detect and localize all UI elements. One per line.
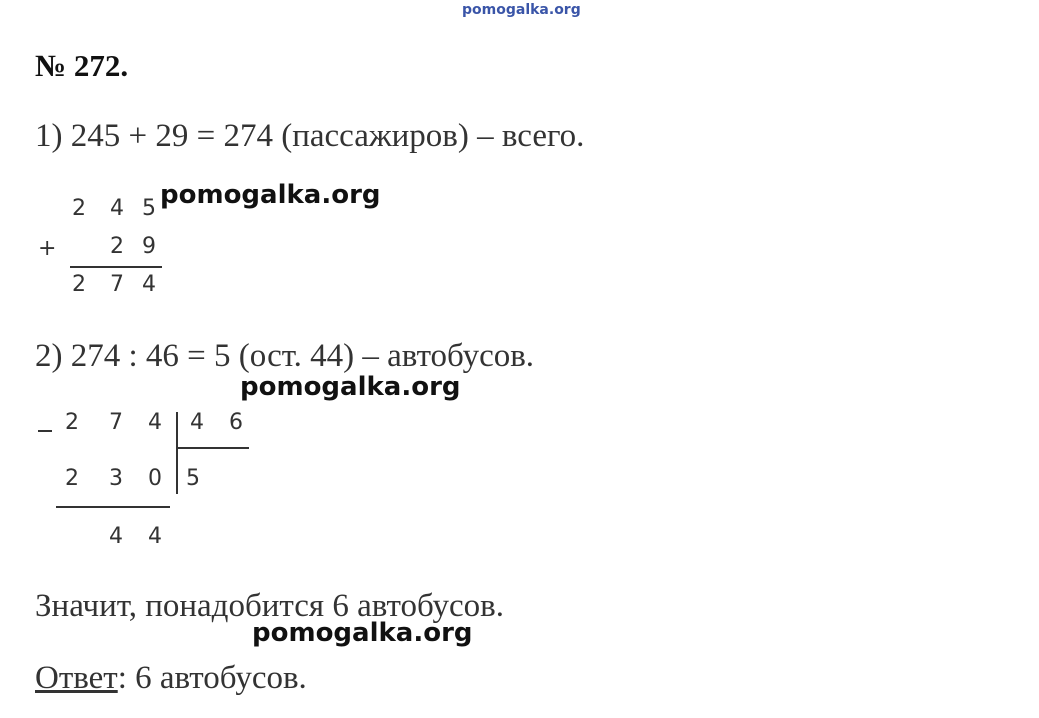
top-watermark: pomogalka.org — [462, 2, 581, 18]
plus-sign: + — [38, 236, 57, 261]
digit: 4 — [142, 272, 156, 297]
digit: 4 — [148, 410, 162, 435]
addition-row-2 — [60, 234, 162, 259]
problem-number: № 272. — [35, 48, 129, 83]
digit: 2 — [72, 272, 86, 297]
digit: 3 — [109, 466, 123, 491]
digit: 2 — [110, 234, 124, 259]
step-2-text: 2) 274 : 46 = 5 (ост. 44) – автобусов. — [35, 338, 535, 374]
digit: 6 — [229, 410, 243, 435]
answer-text: : 6 автобусов. — [117, 660, 307, 696]
digit: 4 — [109, 524, 123, 549]
watermark: pomogalka.org — [160, 180, 381, 210]
digit: 2 — [65, 466, 79, 491]
answer-line — [35, 660, 307, 697]
addition-calculation — [36, 196, 176, 306]
digit: 2 — [65, 410, 79, 435]
digit: 5 — [142, 196, 156, 221]
subtrahend — [50, 466, 172, 491]
watermark: pomogalka.org — [240, 372, 461, 402]
digit: 4 — [148, 524, 162, 549]
addition-result — [60, 272, 162, 297]
quotient: 5 — [186, 466, 200, 491]
digit: 4 — [110, 196, 124, 221]
divisor — [180, 410, 258, 435]
digit: 2 — [72, 196, 86, 221]
step-1-text: 1) 245 + 29 = 274 (пассажиров) – всего. — [35, 118, 585, 154]
addition-line — [70, 266, 162, 268]
remainder — [94, 524, 172, 549]
digit: 0 — [148, 466, 162, 491]
digit: 4 — [190, 410, 204, 435]
watermark: pomogalka.org — [252, 618, 473, 648]
division-calculation — [36, 410, 266, 560]
digit — [60, 234, 98, 259]
digit: 7 — [109, 410, 123, 435]
digit: 9 — [142, 234, 156, 259]
divisor-underline — [177, 447, 249, 449]
division-vertical-line — [176, 412, 178, 494]
digit: 7 — [110, 272, 124, 297]
dividend — [50, 410, 172, 435]
conclusion-text: Значит, понадобится 6 автобусов. — [35, 588, 504, 624]
addition-row-1 — [60, 196, 162, 221]
answer-label: Ответ — [35, 660, 118, 696]
subtraction-line — [56, 506, 170, 508]
